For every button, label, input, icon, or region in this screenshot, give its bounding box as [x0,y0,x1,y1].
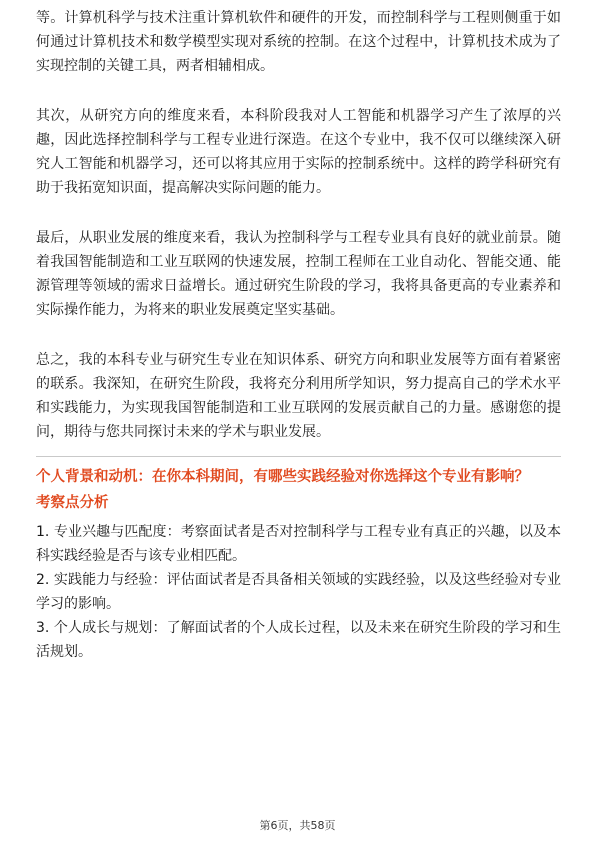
body-paragraph: 等。计算机科学与技术注重计算机软件和硬件的开发，而控制科学与工程则侧重于如何通过计算机技术和数学模型实现对系统的控制。在这个过程中，计算机技术成为了实现控制的关键工具，两者相辅相成。 [36,10,561,74]
page-content [36,6,561,664]
body-paragraph: 其次，从研究方向的维度来看，本科阶段我对人工智能和机器学习产生了浓厚的兴趣，因此选择控制科学与工程专业进行深造。在这个专业中，我不仅可以继续深入研究人工智能和机器学习，还可以将其应用于实际的控制系统中。这样的跨学科研究有助于我拓宽知识面，提高解决实际问题的能力。 [36,108,561,196]
body-paragraph: 最后，从职业发展的维度来看，我认为控制科学与工程专业具有良好的就业前景。随着我国智能制造和工业互联网的快速发展，控制工程师在工业自动化、智能交通、能源管理等领域的需求日益增长。通过研究生阶段的学习，我将具备更高的专业素养和实际操作能力，为将来的职业发展奠定坚实基础。 [36,230,561,318]
analysis-list-item: 2. 实践能力与经验：评估面试者是否具备相关领域的实践经验，以及这些经验对专业学习的影响。 [36,572,561,612]
body-paragraph: 总之，我的本科专业与研究生专业在知识体系、研究方向和职业发展等方面有着紧密的联系。我深知，在研究生阶段，我将充分利用所学知识，努力提高自己的学术水平和实践能力，为实现我国智能制造和工业互联网的发展贡献自己的力量。感谢您的提问，期待与您共同探讨未来的学术与职业发展。 [36,352,561,440]
page-number-footer: 第6页，共58页 [259,819,336,832]
section-divider [36,456,561,457]
question-heading: 个人背景和动机：在你本科期间，有哪些实践经验对你选择这个专业有影响？ [36,469,529,485]
analysis-list-item: 3. 个人成长与规划：了解面试者的个人成长过程，以及未来在研究生阶段的学习和生活规划。 [36,620,561,660]
analysis-list-item: 1. 专业兴趣与匹配度：考察面试者是否对控制科学与工程专业有真正的兴趣，以及本科实践经验是否与该专业相匹配。 [36,524,561,564]
analysis-heading: 考察点分析 [36,495,109,511]
